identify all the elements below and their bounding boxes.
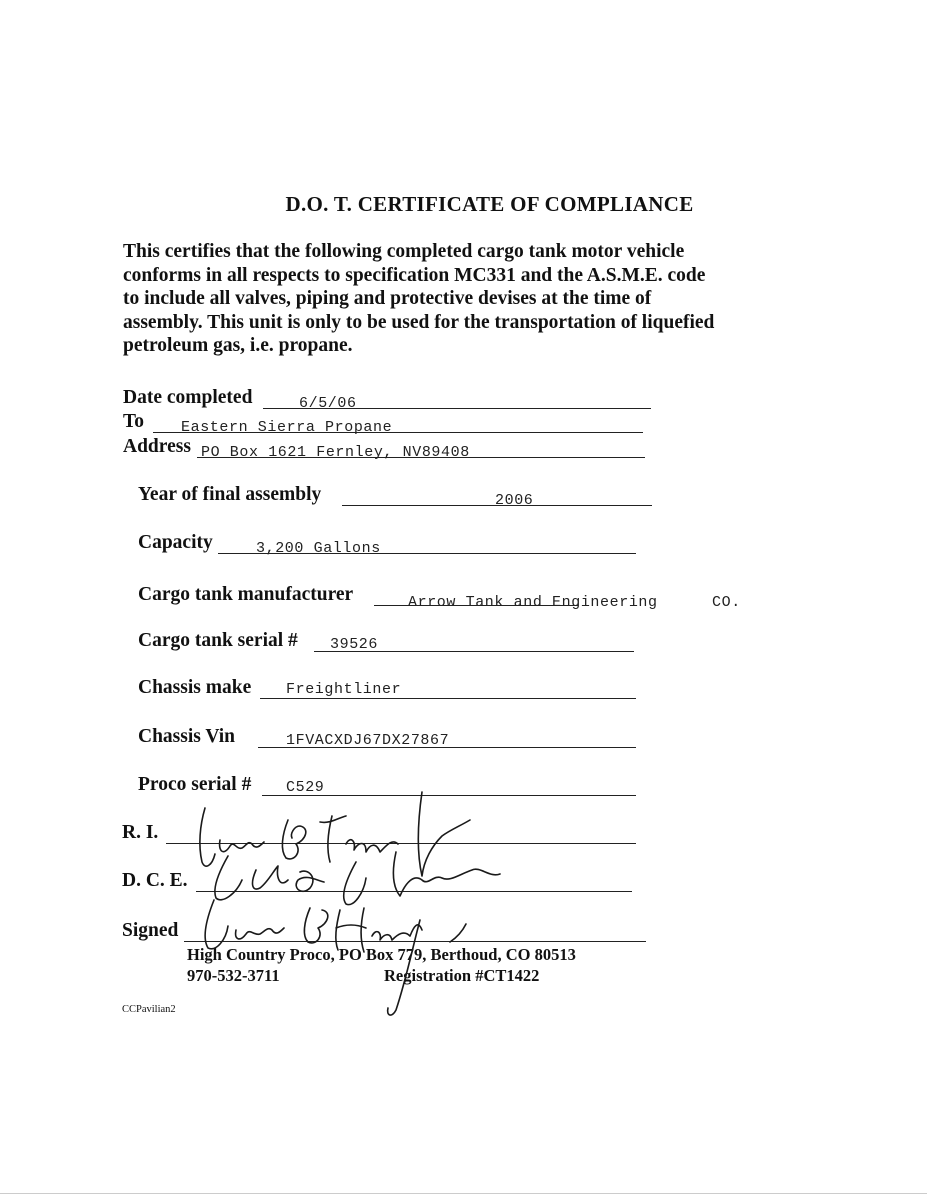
- chassis-vin-label: Chassis Vin: [138, 726, 236, 747]
- signed-label: Signed: [122, 920, 179, 941]
- statement-line: This certifies that the following completed cargo tank motor vehicle: [123, 241, 685, 262]
- recipient-value: Eastern Sierra Propane: [181, 419, 393, 436]
- date-completed-value: 6/5/06: [299, 395, 357, 412]
- capacity-value: 3,200 Gallons: [256, 540, 381, 557]
- cargo-tank-manufacturer-field: [138, 584, 758, 610]
- address-field: [123, 436, 663, 462]
- proco-serial-label: Proco serial #: [138, 774, 252, 795]
- chassis-make-field: [138, 677, 668, 703]
- statement-line: conforms in all respects to specification MC331 and the A.S.M.E. code: [123, 264, 706, 286]
- scan-edge-line: [0, 1193, 927, 1194]
- certification-statement: [123, 240, 803, 358]
- chassis-make-line: [260, 698, 636, 699]
- document-title: D.O. T. CERTIFICATE OF COMPLIANCE: [285, 192, 694, 216]
- capacity-field: [138, 532, 668, 558]
- proco-serial-value: C529: [286, 779, 325, 796]
- cargo-tank-manufacturer-value: Arrow Tank and Engineering: [408, 594, 658, 611]
- date-completed-label: Date completed: [123, 387, 253, 408]
- cargo-tank-serial-field: [138, 630, 668, 656]
- address-label: Address: [123, 436, 191, 457]
- capacity-label: Capacity: [138, 532, 213, 553]
- date-completed-field: [123, 387, 663, 413]
- address-value: PO Box 1621 Fernley, NV89408: [201, 444, 470, 461]
- statement-line: petroleum gas, i.e. propane.: [123, 335, 353, 356]
- cargo-tank-serial-label: Cargo tank serial #: [138, 630, 298, 651]
- registration-number: Registration #CT1422: [384, 966, 540, 985]
- cargo-tank-manufacturer-suffix: CO.: [712, 594, 741, 611]
- year-of-final-assembly-value: 2006: [495, 492, 534, 509]
- chassis-vin-field: [138, 726, 668, 752]
- chassis-make-label: Chassis make: [138, 677, 252, 698]
- recipient-label: To: [123, 411, 144, 432]
- year-of-final-assembly-field: [138, 484, 668, 510]
- cargo-tank-serial-value: 39526: [330, 636, 379, 653]
- statement-line: to include all valves, piping and protective devises at the time of: [123, 288, 652, 309]
- recipient-field: [123, 411, 663, 437]
- ri-label: R. I.: [122, 822, 159, 843]
- chassis-vin-value: 1FVACXDJ67DX27867: [286, 732, 450, 749]
- statement-line: assembly. This unit is only to be used for the transportation of liquefied: [123, 311, 715, 333]
- company-address: High Country Proco, PO Box 779, Berthoud, CO 80513: [187, 945, 576, 964]
- dce-label: D. C. E.: [122, 870, 188, 891]
- year-of-final-assembly-label: Year of final assembly: [138, 484, 322, 505]
- handwritten-signatures: [160, 770, 520, 1030]
- cargo-tank-manufacturer-label: Cargo tank manufacturer: [138, 584, 354, 605]
- company-phone: 970-532-3711: [187, 966, 280, 985]
- chassis-make-value: Freightliner: [286, 681, 402, 698]
- document-code: CCPavilian2: [122, 1004, 176, 1015]
